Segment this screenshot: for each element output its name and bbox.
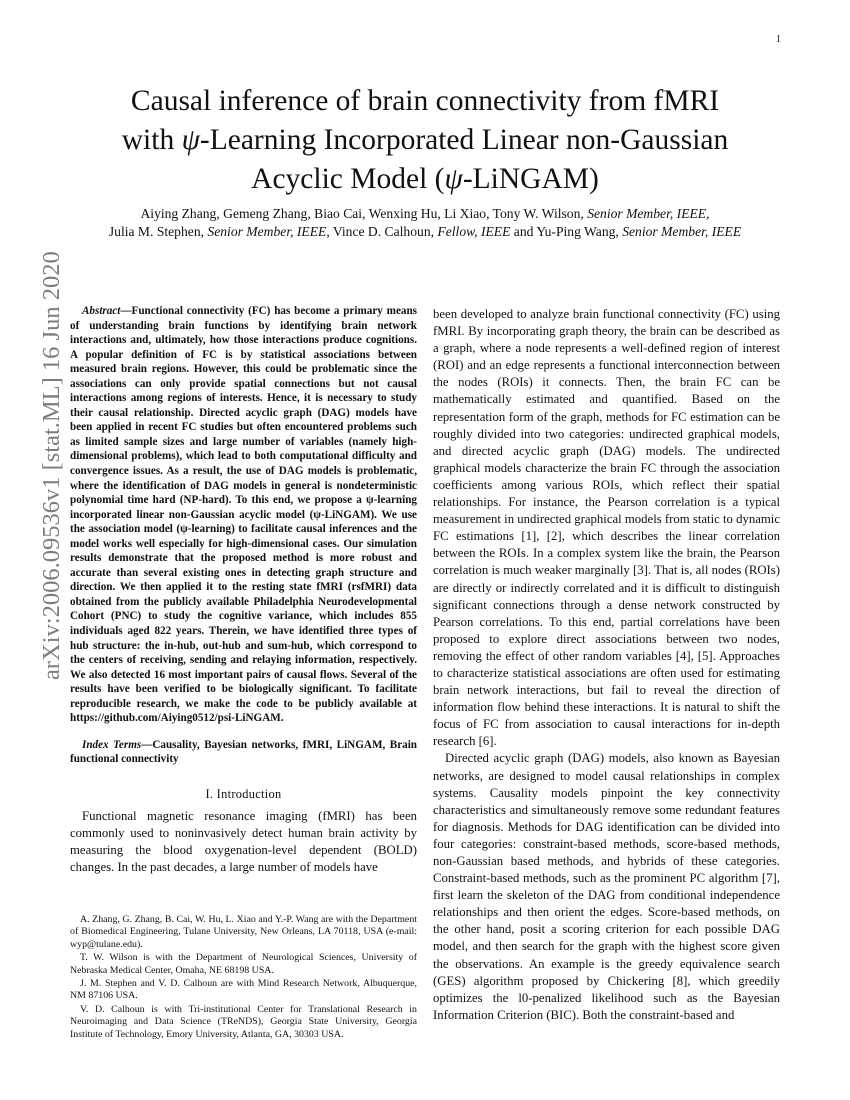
title-line-2: with ψ-Learning Incorporated Linear non-Gaussian [121,124,729,156]
abstract-text: —Functional connectivity (FC) has become a primary means of understanding brain functions by identifying brain network interactions and, ultimately, how those interactions produce cognitions. A popular definition of FC is by statistical associations between measured brain regions. However, this could be problematic since the associations can only provide spatial connections but not causal interactions among regions of interests. Hence, it is necessary to study their causal relationship. Directed acyclic graph (DAG) models have been applied in recent FC studies but often encountered problems such as limited sample sizes and large number of variables (namely high-dimensional problems), which lead to both computational difficulty and convergence issues. As a result, the use of DAG models is problematic, where the identification of DAG models in general is nondeterministic polynomial time hard (NP-hard). To this end, we propose a ψ-learning incorporated linear non-Gaussian acyclic model (ψ-LiNGAM). We use the association model (ψ-learning) to facilitate causal inferences and the model works well especially for high-dimensional cases. Our simulation results demonstrate that the proposed method is more robust and accurate than several existing ones in detecting graph structure and direction. We then applied it to the resting state fMRI (rsfMRI) data obtained from the publicly available Philadelphia Neurodevelopmental Cohort (PNC) to study the cognitive variance, which includes 855 individuals aged 822 years. Therein, we have identified three types of hub structure: the in-hub, out-hub and sum-hub, which correspond to the centers of receiving, sending and relaying information, respectively. We also detected 16 most important pairs of causal flows. Several of the results have been verified to be biologically significant. To facilitate reproducible research, we make the code to be publicly available at https://github.com/Aiying0512/psi-LiNGAM. [70,305,417,725]
page-number: 1 [776,34,781,45]
section-heading: I. Introduction [205,786,282,801]
index-terms [70,738,417,767]
right-column [433,306,780,1024]
footnote: A. Zhang, G. Zhang, B. Cai, W. Hu, L. Xiao and Y.-P. Wang are with the Department of Biomedical Engineering, Tulane University, New Orleans, LA 70118, USA (e-mail: wyp@tulane.edu). [70,914,417,950]
footnotes [70,914,417,1042]
abstract [70,304,417,726]
index-terms-label: Index Terms [82,738,142,751]
arxiv-identifier: arXiv:2006.09536v1 [stat.ML] 16 Jun 2020 [38,251,65,680]
abstract-label: Abstract [82,305,121,317]
footnote: V. D. Calhoun is with Tri-institutional Center for Translational Research in Neuroimaging and Data Science (TReNDS), Georgia State University, Georgia Institute of Technology, Emory University, Atlanta, GA, 30303 USA. [70,1003,417,1040]
body-paragraph: been developed to analyze brain functional connectivity (FC) using fMRI. By incorporating graph theory, the brain can be described as a graph, where a node represents a well-defined region of interest (ROI) and an edge represents a functional interconnection between the nodes (ROIs) it connects. Then, the brain FC can be mathematically estimated and quantified. Based on the representation form of the graph, methods for FC estimation can be roughly divided into two categories: undirected graphical models, and directed acyclic graph (DAG) models. The undirected graphical models characterize the brain FC through the association coefficients among various ROIs, which reflect their spatial relationships. For instance, the Pearson correlation is a typical measurement in undirected graphical models from static to dynamic FC estimations [1], [2], which describes the linear correlation between the ROIs. In a complex system like the brain, the Pearson correlation is much weaker marginally [3]. That is, all nodes (ROIs) are directly or indirectly correlated and it is difficult to distinguish significant connections through a dense network constructed by Pearson correlations. To this end, partial correlations have been proposed to explore direct associations between two nodes, removing the effect of other random variables [4], [5]. Approaches to characterize statistical associations are often used for estimating brain network interactions, but fail to reveal the direction of information flow behind these interactions. It is natural to shift the focus of FC from association to causal interactions for in-depth research [6]. [433,307,780,749]
footnote: J. M. Stephen and V. D. Calhoun are with Mind Research Network, Albuquerque, NM 87106 USA. [70,978,417,1002]
footnote: T. W. Wilson is with the Department of Neurological Sciences, University of Nebraska Medical Center, Omaha, NE 68198 USA. [70,952,417,976]
intro-paragraph: Functional magnetic resonance imaging (fMRI) has been commonly used to noninvasively detect human brain activity by measuring the blood oxygenation-level dependent (BOLD) changes. In the past decades, a large number of models have [70,808,417,875]
index-terms-text: —Causality, Bayesian networks, fMRI, LiNGAM, Brain functional connectivity [70,738,418,766]
left-column [70,304,417,876]
title-line-1: Causal inference of brain connectivity from fMRI [130,85,720,117]
body-paragraph: Directed acyclic graph (DAG) models, also known as Bayesian networks, are designed to model causal relationships in complex systems. Causality models pinpoint the key connectivity characteristics and simultaneously remove some redundant features for diagnosis. Methods for DAG identification can be divided into four categories: constraint-based methods, score-based methods, non-Gaussian based methods, and hybrids of these categories. Constraint-based methods, such as the prominent PC algorithm [7], first learn the skeleton of the DAG from conditional independence relationships and then orient the edges. Score-based methods, on the other hand, posit a scoring criterion for each possible DAG model, and then search for the graph with the highest score given the observations. An example is the greedy equivalence search (GES) algorithm proposed by Chickering [8], which greedily optimizes the l0-penalized likelihood such as the Bayesian Information Criterion (BIC). Both the constraint-based and [433,751,780,1022]
author-line-2: Julia M. Stephen, Senior Member, IEEE, Vince D. Calhoun, Fellow, IEEE and Yu-Ping Wang, Senior Member, IEEE [108,223,742,239]
author-list [80,205,770,240]
title-line-3: Acyclic Model (ψ-LiNGAM) [251,163,599,195]
paper-title [70,82,780,199]
author-line-1: Aiying Zhang, Gemeng Zhang, Biao Cai, Wenxing Hu, Li Xiao, Tony W. Wilson, Senior Member, IEEE, [140,206,710,221]
